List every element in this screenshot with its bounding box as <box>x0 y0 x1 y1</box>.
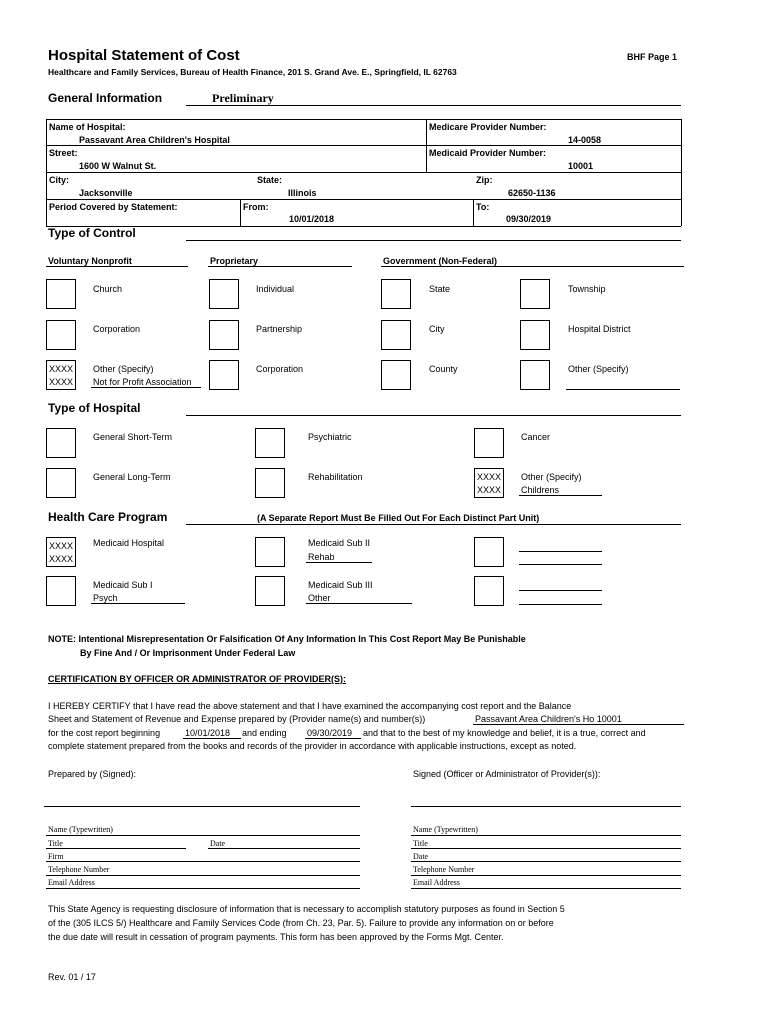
proprietary-corporation-label: Corporation <box>256 364 304 374</box>
government-other-checkbox[interactable] <box>520 360 550 390</box>
officer-date-label: Date <box>413 852 429 861</box>
table-border <box>426 119 427 172</box>
state-gov-label: State <box>429 284 451 294</box>
preparer-phone-label: Telephone Number <box>48 865 110 874</box>
general-short-term-label: General Short-Term <box>93 432 173 442</box>
township-checkbox[interactable] <box>520 279 550 309</box>
preparer-title-line[interactable] <box>46 848 186 849</box>
officer-name-label: Name (Typewritten) <box>413 825 478 834</box>
program-extra-checkbox[interactable] <box>474 537 504 567</box>
begin-date-field[interactable]: 10/01/2018 <box>183 728 241 739</box>
officer-date-line[interactable] <box>411 861 681 862</box>
note-line-1: NOTE: Intentional Misrepresentation Or Falsification Of Any Information In This Cost Report May Be Punishable <box>48 634 526 644</box>
officer-email-label: Email Address <box>413 878 460 887</box>
medicaid-sub-iii-label: Medicaid Sub III <box>308 580 373 590</box>
officer-title-line[interactable] <box>411 848 681 849</box>
checkbox-mark: XXXX <box>49 364 74 374</box>
state-value: Illinois <box>288 188 317 198</box>
medicaid-number-label: Medicaid Provider Number: <box>429 148 547 158</box>
city-checkbox[interactable] <box>381 320 411 350</box>
city-gov-label: City <box>429 324 445 334</box>
hospital-name-label: Name of Hospital: <box>49 122 126 132</box>
certification-line-3a: for the cost report beginning <box>48 728 161 738</box>
signed-by-label: Signed (Officer or Administrator of Provider(s)): <box>413 769 601 779</box>
street-label: Street: <box>49 148 78 158</box>
table-border <box>46 119 681 120</box>
government-other-label: Other (Specify) <box>568 364 629 374</box>
city-value: Jacksonville <box>79 188 133 198</box>
checkbox-mark: XXXX <box>477 485 502 495</box>
table-border <box>46 145 681 146</box>
table-border <box>240 199 241 226</box>
officer-email-line[interactable] <box>411 888 681 889</box>
end-date-field[interactable]: 09/30/2019 <box>305 728 361 739</box>
medicaid-hospital-label: Medicaid Hospital <box>93 538 165 548</box>
program-extra-line[interactable] <box>519 590 602 591</box>
partnership-label: Partnership <box>256 324 303 334</box>
hospital-type-heading: Type of Hospital <box>48 401 141 415</box>
checkbox-mark: XXXX <box>49 541 74 551</box>
corporation-checkbox[interactable] <box>46 320 76 350</box>
medicaid-sub-iii-checkbox[interactable] <box>255 576 285 606</box>
individual-checkbox[interactable] <box>209 279 239 309</box>
officer-phone-label: Telephone Number <box>413 865 475 874</box>
general-info-heading: General Information <box>48 91 163 105</box>
table-border <box>46 199 681 200</box>
preparer-name-label: Name (Typewritten) <box>48 825 113 834</box>
from-date: 10/01/2018 <box>289 214 335 224</box>
medicare-number-value: 14-0058 <box>568 135 602 145</box>
to-date: 09/30/2019 <box>506 214 552 224</box>
report-status: Preliminary <box>212 91 274 105</box>
provider-name-field[interactable]: Passavant Area Children's Ho 10001 <box>473 714 684 725</box>
disclosure-line-1: This State Agency is requesting disclosure of information that is necessary to accomplish statutory purposes as found in Section 5 <box>48 904 565 914</box>
township-label: Township <box>568 284 606 294</box>
from-label: From: <box>243 202 269 212</box>
general-long-term-label: General Long-Term <box>93 472 171 482</box>
voluntary-other-value[interactable]: Not for Profit Association <box>91 377 201 388</box>
medicaid-sub-ii-value[interactable]: Rehab <box>306 552 372 563</box>
rehabilitation-checkbox[interactable] <box>255 468 285 498</box>
government-header: Government (Non-Federal) <box>381 256 684 267</box>
medicaid-sub-i-checkbox[interactable] <box>46 576 76 606</box>
program-extra-line[interactable] <box>519 564 602 565</box>
hospital-other-value[interactable]: Childrens <box>519 485 602 496</box>
zip-label: Zip: <box>476 175 493 185</box>
voluntary-other-label: Other (Specify) <box>93 364 154 374</box>
hospital-name-value: Passavant Area Children's Hospital <box>79 135 230 145</box>
period-label: Period Covered by Statement: <box>49 202 178 212</box>
corporation-label: Corporation <box>93 324 141 334</box>
general-short-term-checkbox[interactable] <box>46 428 76 458</box>
prepared-by-label: Prepared by (Signed): <box>48 769 137 779</box>
general-long-term-checkbox[interactable] <box>46 468 76 498</box>
preparer-name-line[interactable] <box>46 835 360 836</box>
table-border <box>46 226 681 227</box>
voluntary-nonprofit-header: Voluntary Nonprofit <box>46 256 188 267</box>
note-line-2: By Fine And / Or Imprisonment Under Federal Law <box>80 648 296 658</box>
preparer-email-line[interactable] <box>46 888 360 889</box>
certification-line-3c: and that to the best of my knowledge and belief, it is a true, correct and <box>363 728 646 738</box>
preparer-date-label: Date <box>210 839 226 848</box>
preparer-phone-line[interactable] <box>46 875 360 876</box>
street-value: 1600 W Walnut St. <box>79 161 157 171</box>
preparer-firm-label: Firm <box>48 852 64 861</box>
preparer-date-line[interactable] <box>208 848 360 849</box>
county-label: County <box>429 364 458 374</box>
psychiatric-label: Psychiatric <box>308 432 352 442</box>
certification-line-1: I HEREBY CERTIFY that I have read the above statement and that I have examined the accompanying cost report and the Balance <box>48 701 572 711</box>
preparer-signature-line[interactable] <box>44 806 360 807</box>
divider <box>186 524 681 525</box>
hospital-other-checkbox[interactable] <box>474 468 504 498</box>
table-border <box>46 119 47 226</box>
program-extra-line[interactable] <box>519 551 602 552</box>
checkbox-mark: XXXX <box>49 554 74 564</box>
psychiatric-checkbox[interactable] <box>255 428 285 458</box>
program-note: (A Separate Report Must Be Filled Out For Each Distinct Part Unit) <box>257 513 540 523</box>
divider <box>186 105 681 106</box>
church-label: Church <box>93 284 123 294</box>
program-extra-line[interactable] <box>519 604 602 605</box>
state-checkbox[interactable] <box>381 279 411 309</box>
program-extra-checkbox-2[interactable] <box>474 576 504 606</box>
medicare-number-label: Medicare Provider Number: <box>429 122 547 132</box>
revision-label: Rev. 01 / 17 <box>48 972 96 982</box>
rehabilitation-label: Rehabilitation <box>308 472 363 482</box>
government-other-line[interactable] <box>566 389 680 390</box>
table-border <box>681 119 682 226</box>
officer-name-line[interactable] <box>411 835 681 836</box>
certification-line-4: complete statement prepared from the books and records of the provider in accordance with applicable instructions, except as noted. <box>48 741 577 751</box>
proprietary-corporation-checkbox[interactable] <box>209 360 239 390</box>
state-label: State: <box>257 175 283 185</box>
hospital-district-label: Hospital District <box>568 324 631 334</box>
officer-title-label: Title <box>413 839 428 848</box>
medicaid-hospital-checkbox[interactable] <box>46 537 76 567</box>
officer-signature-line[interactable] <box>411 806 681 807</box>
certification-line-2: Sheet and Statement of Revenue and Expense prepared by (Provider name(s) and number(s)) <box>48 714 426 724</box>
preparer-firm-line[interactable] <box>46 861 360 862</box>
individual-label: Individual <box>256 284 295 294</box>
disclosure-line-3: the due date will result in cessation of program payments. This form has been approved by the Forms Mgt. Center. <box>48 932 504 942</box>
table-border <box>473 199 474 226</box>
divider <box>186 240 681 241</box>
form-title: Hospital Statement of Cost <box>48 47 240 64</box>
page-label: BHF Page 1 <box>627 52 678 62</box>
cancer-checkbox[interactable] <box>474 428 504 458</box>
checkbox-mark: XXXX <box>477 472 502 482</box>
medicaid-sub-iii-value[interactable]: Other <box>306 593 412 604</box>
checkbox-mark: XXXX <box>49 377 74 387</box>
voluntary-other-checkbox[interactable] <box>46 360 76 390</box>
officer-phone-line[interactable] <box>411 875 681 876</box>
medicaid-sub-i-label: Medicaid Sub I <box>93 580 153 590</box>
hospital-other-label: Other (Specify) <box>521 472 582 482</box>
medicaid-sub-ii-checkbox[interactable] <box>255 537 285 567</box>
divider <box>186 415 681 416</box>
county-checkbox[interactable] <box>381 360 411 390</box>
medicaid-number-value: 10001 <box>568 161 594 171</box>
zip-value: 62650-1136 <box>508 188 556 198</box>
control-heading: Type of Control <box>48 226 136 240</box>
medicaid-sub-i-value[interactable]: Psych <box>91 593 185 604</box>
city-label: City: <box>49 175 69 185</box>
form-subtitle: Healthcare and Family Services, Bureau of Health Finance, 201 S. Grand Ave. E., Springfield, IL 62763 <box>48 67 457 77</box>
hospital-district-checkbox[interactable] <box>520 320 550 350</box>
certification-heading: CERTIFICATION BY OFFICER OR ADMINISTRATOR OF PROVIDER(S): <box>48 674 346 684</box>
table-border <box>46 172 681 173</box>
medicaid-sub-ii-label: Medicaid Sub II <box>308 538 371 548</box>
certification-line-3b: and ending <box>242 728 287 738</box>
disclosure-line-2: of the (305 ILCS 5/) Healthcare and Family Services Code (from Ch. 23, Par. 5). Failure to provide any information on or before <box>48 918 554 928</box>
to-label: To: <box>476 202 490 212</box>
proprietary-header: Proprietary <box>208 256 352 267</box>
partnership-checkbox[interactable] <box>209 320 239 350</box>
preparer-title-label: Title <box>48 839 63 848</box>
program-heading: Health Care Program <box>48 510 168 524</box>
preparer-email-label: Email Address <box>48 878 95 887</box>
cancer-label: Cancer <box>521 432 551 442</box>
church-checkbox[interactable] <box>46 279 76 309</box>
